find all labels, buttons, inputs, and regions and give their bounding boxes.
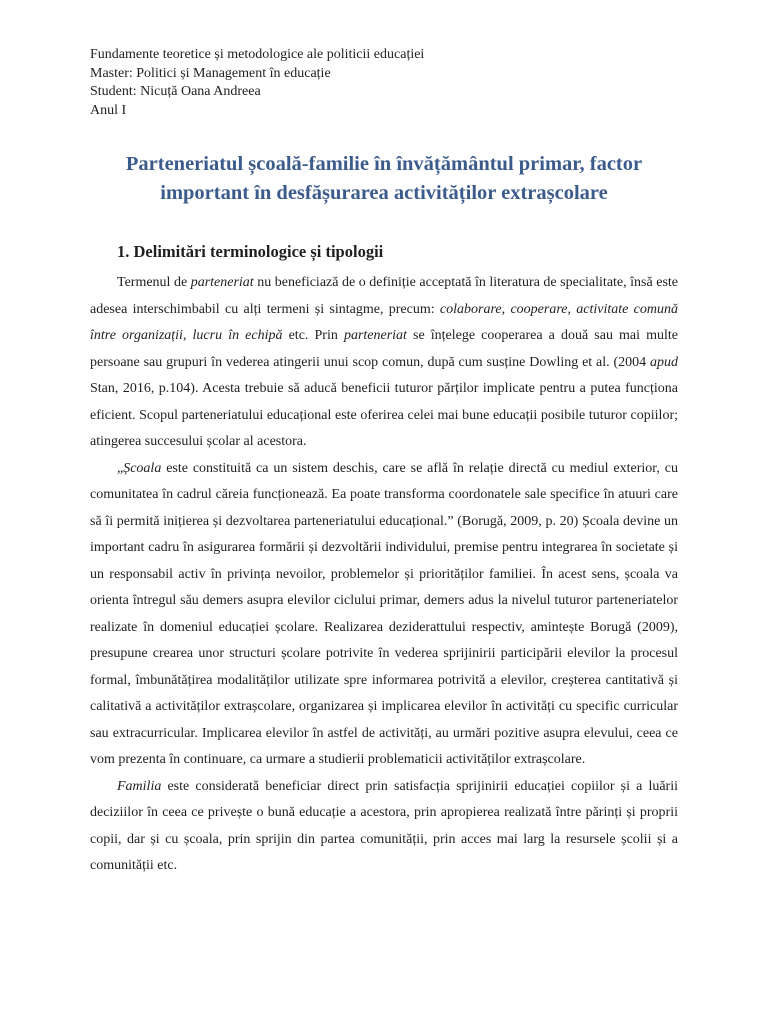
year-line: Anul I — [90, 102, 127, 118]
course-line: Fundamente teoretice și metodologice ale politicii educației — [90, 47, 425, 62]
text-run: , — [567, 301, 577, 317]
text-run: se înțelege cooperarea a două sau mai multe persoane sau grupuri în vederea atingerii unui scop comun, după cum susține Dowling et al. (2004 — [90, 328, 679, 370]
document-header — [90, 46, 424, 120]
emphasis-term: cooperare — [510, 301, 568, 317]
emphasis-term: activitate comună între organizații — [90, 301, 678, 343]
paragraph-school — [90, 456, 678, 774]
document-title: Parteneriatul școală-familie în învățământul primar, factor important în desfășurarea activităților extrașcolare — [125, 153, 643, 204]
paragraph-family — [90, 774, 678, 880]
emphasis-term: apud — [650, 354, 678, 370]
emphasis-term: parteneriat — [190, 275, 254, 290]
text-run: Termenul de — [117, 275, 191, 290]
master-line: Master: Politici și Management în educație — [90, 65, 331, 81]
emphasis-term: parteneriat — [343, 328, 407, 343]
text-run: , — [182, 328, 193, 343]
emphasis-term: lucru în echipă — [192, 328, 283, 343]
text-run: Stan, 2016, p.104). Acesta trebuie să aducă beneficii tuturor părților implicate pentru a putea funcționa eficient. Scopul parteneriatului educațional este oferirea celei mai bune educații posibile tuturor copiilor; atingerea succesului școlar al acestora. — [90, 381, 678, 449]
text-run: este considerată beneficiar direct prin satisfacția sprijinirii educației copiilor și a luării deciziilor în ceea ce privește o bună educație a acestora, prin apropierea realizată între părinți și proprii copii, dar și cu școala, prin sprijin din partea comunității, prin acces mai larg la resursele școlii și a comunității etc. — [90, 778, 678, 873]
text-run: „ — [117, 460, 124, 476]
text-run: este constituită ca un sistem deschis, care se află în relație directă cu mediul exterior, cu comunitatea în cadrul căreia funcționează. Ea poate transforma coordonatele sale specifice în atuuri care să îi permită inițierea și dezvoltarea parteneriatului educațional.” (Borugă, 2009, p. 20) Școala devine un important cadru în asigurarea formării și dezvoltării individului, premise pentru integrarea în societate și un responsabil activ în privința nevoilor, problemelor și priorităților familiei. În acest sens, școala va orienta întregul său demers asupra elevilor ciclului primar, demers adus la nivelul tuturor parteneriatelor realizate în domeniul educației școlare. Realizarea deziderattului respectiv, amintește Borugă (2009), presupune crearea unor structuri școlare potrivite în vederea sprijinirii participării elevilor la procesul formal, îmbunătățirea modalităților utilizate spre informarea potrivită a elevilor, creșterea cantitativă și calitativă a activităților extrașcolare, organizarea și implicarea elevilor în activități cu specific curricular sau extracurricular. Implicarea elevilor în astfel de activități, au urmări pozitive asupra elevului, ceea ce vom prezenta în continuare, ca urmare a studierii problematicii activităților extrașcolare. — [90, 460, 678, 767]
emphasis-term: Școala — [123, 460, 162, 476]
student-line: Student: Nicuță Oana Andreea — [90, 84, 261, 99]
emphasis-term: colaborare — [439, 301, 502, 317]
text-run: , — [501, 301, 511, 317]
paragraph-partnership — [90, 270, 678, 456]
emphasis-term: Familia — [117, 778, 162, 794]
text-run: nu beneficiază de o definiție acceptată în literatura de specialitate, însă este adesea interschimbabil cu alți termeni și sintagme, precum: — [90, 275, 678, 317]
body-text — [90, 270, 678, 880]
section-heading: 1. Delimitări terminologice și tipologii — [117, 242, 384, 261]
text-run: etc. Prin — [282, 328, 344, 343]
